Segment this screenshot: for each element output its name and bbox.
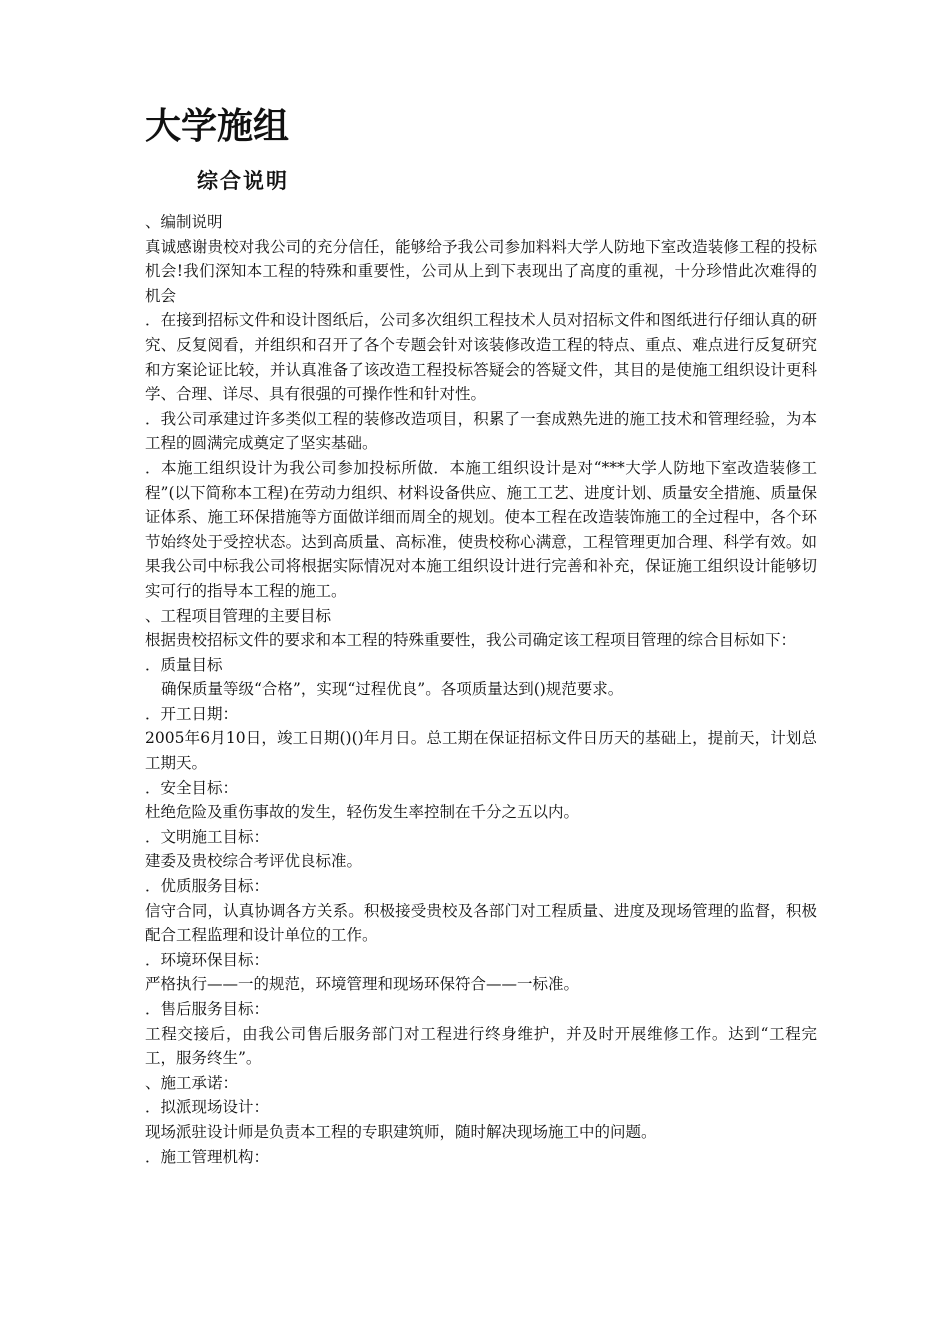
paragraph: ．本施工组织设计为我公司参加投标所做．本施工组织设计是对“***大学人防地下室改造装修工程”(以下简称本工程)在劳动力组织、材料设备供应、施工工艺、进度计划、质量安全措施、质量保证体系、施工环保措施等方面做详细而周全的规划。使本工程在改造装饰施工的全过程中，各个环节始终处于受控状态。达到高质量、高标准，使贵校称心满意，工程管理更加合理、科学有效。如果我公司中标我公司将根据实际情况对本施工组织设计进行完善和补充，保证施工组织设计能够切实可行的指导本工程的施工。: [145, 458, 817, 600]
paragraph: 根据贵校招标文件的要求和本工程的特殊重要性，我公司确定该工程项目管理的综合目标如下：: [145, 631, 797, 650]
section-heading: 、施工承诺：: [145, 1073, 239, 1092]
paragraph: 杜绝危险及重伤事故的发生，轻伤发生率控制在千分之五以内。: [145, 803, 580, 822]
paragraph: 现场派驻设计师是负责本工程的专职建筑师，随时解决现场施工中的问题。: [145, 1122, 657, 1141]
item-heading: ．开工日期：: [145, 704, 239, 723]
item-heading: ．优质服务目标：: [145, 877, 270, 896]
document-subtitle: 综合说明: [197, 168, 289, 193]
document-page: [145, 100, 817, 1169]
paragraph: ．在接到招标文件和设计图纸后，公司多次组织工程技术人员对招标文件和图纸进行仔细认真的研究、反复阅看，并组织和召开了各个专题会针对该装修改造工程的特点、重点、难点进行反复研究和方案论证比较，并认真准备了该改造工程投标答疑会的答疑文件，其目的是使施工组织设计更科学、合理、详尽、具有很强的可操作性和针对性。: [145, 311, 817, 404]
paragraph: 真诚感谢贵校对我公司的充分信任，能够给予我公司参加料料大学人防地下室改造装修工程的投标机会!我们深知本工程的特殊和重要性，公司从上到下表现出了高度的重视，十分珍惜此次难得的机会: [145, 237, 817, 305]
paragraph: 工程交接后，由我公司售后服务部门对工程进行终身维护，并及时开展维修工作。达到“工程完工，服务终生”。: [145, 1024, 817, 1068]
paragraph: 严格执行——一的规范，环境管理和现场环保符合——一标准。: [145, 975, 580, 994]
item-heading: ．安全目标：: [145, 778, 239, 797]
paragraph: ．我公司承建过许多类似工程的装修改造项目，积累了一套成熟先进的施工技术和管理经验，为本工程的圆满完成奠定了坚实基础。: [145, 409, 817, 453]
item-heading: ．文明施工目标：: [145, 827, 270, 846]
section-heading: 、编制说明: [145, 213, 223, 231]
item-heading: ．售后服务目标：: [145, 1000, 270, 1018]
item-heading: ．质量目标: [145, 655, 223, 674]
document-body: [145, 210, 817, 1169]
item-heading: ．环境环保目标：: [145, 950, 270, 969]
paragraph: 信守合同，认真协调各方关系。积极接受贵校及各部门对工程质量、进度及现场管理的监督，积极配合工程监理和设计单位的工作。: [145, 901, 817, 945]
item-heading: ．施工管理机构：: [145, 1147, 270, 1166]
item-heading: ．拟派现场设计：: [145, 1098, 270, 1117]
paragraph: 2005年6月10日，竣工日期()()年月日。总工期在保证招标文件日历天的基础上，提前天，计划总工期天。: [145, 729, 817, 773]
section-heading: 、工程项目管理的主要目标: [145, 606, 332, 625]
paragraph: 确保质量等级“合格”，实现“过程优良”。各项质量达到()规范要求。: [161, 680, 624, 699]
document-title: 大学施组: [145, 106, 290, 147]
paragraph: 建委及贵校综合考评优良标准。: [145, 852, 363, 871]
